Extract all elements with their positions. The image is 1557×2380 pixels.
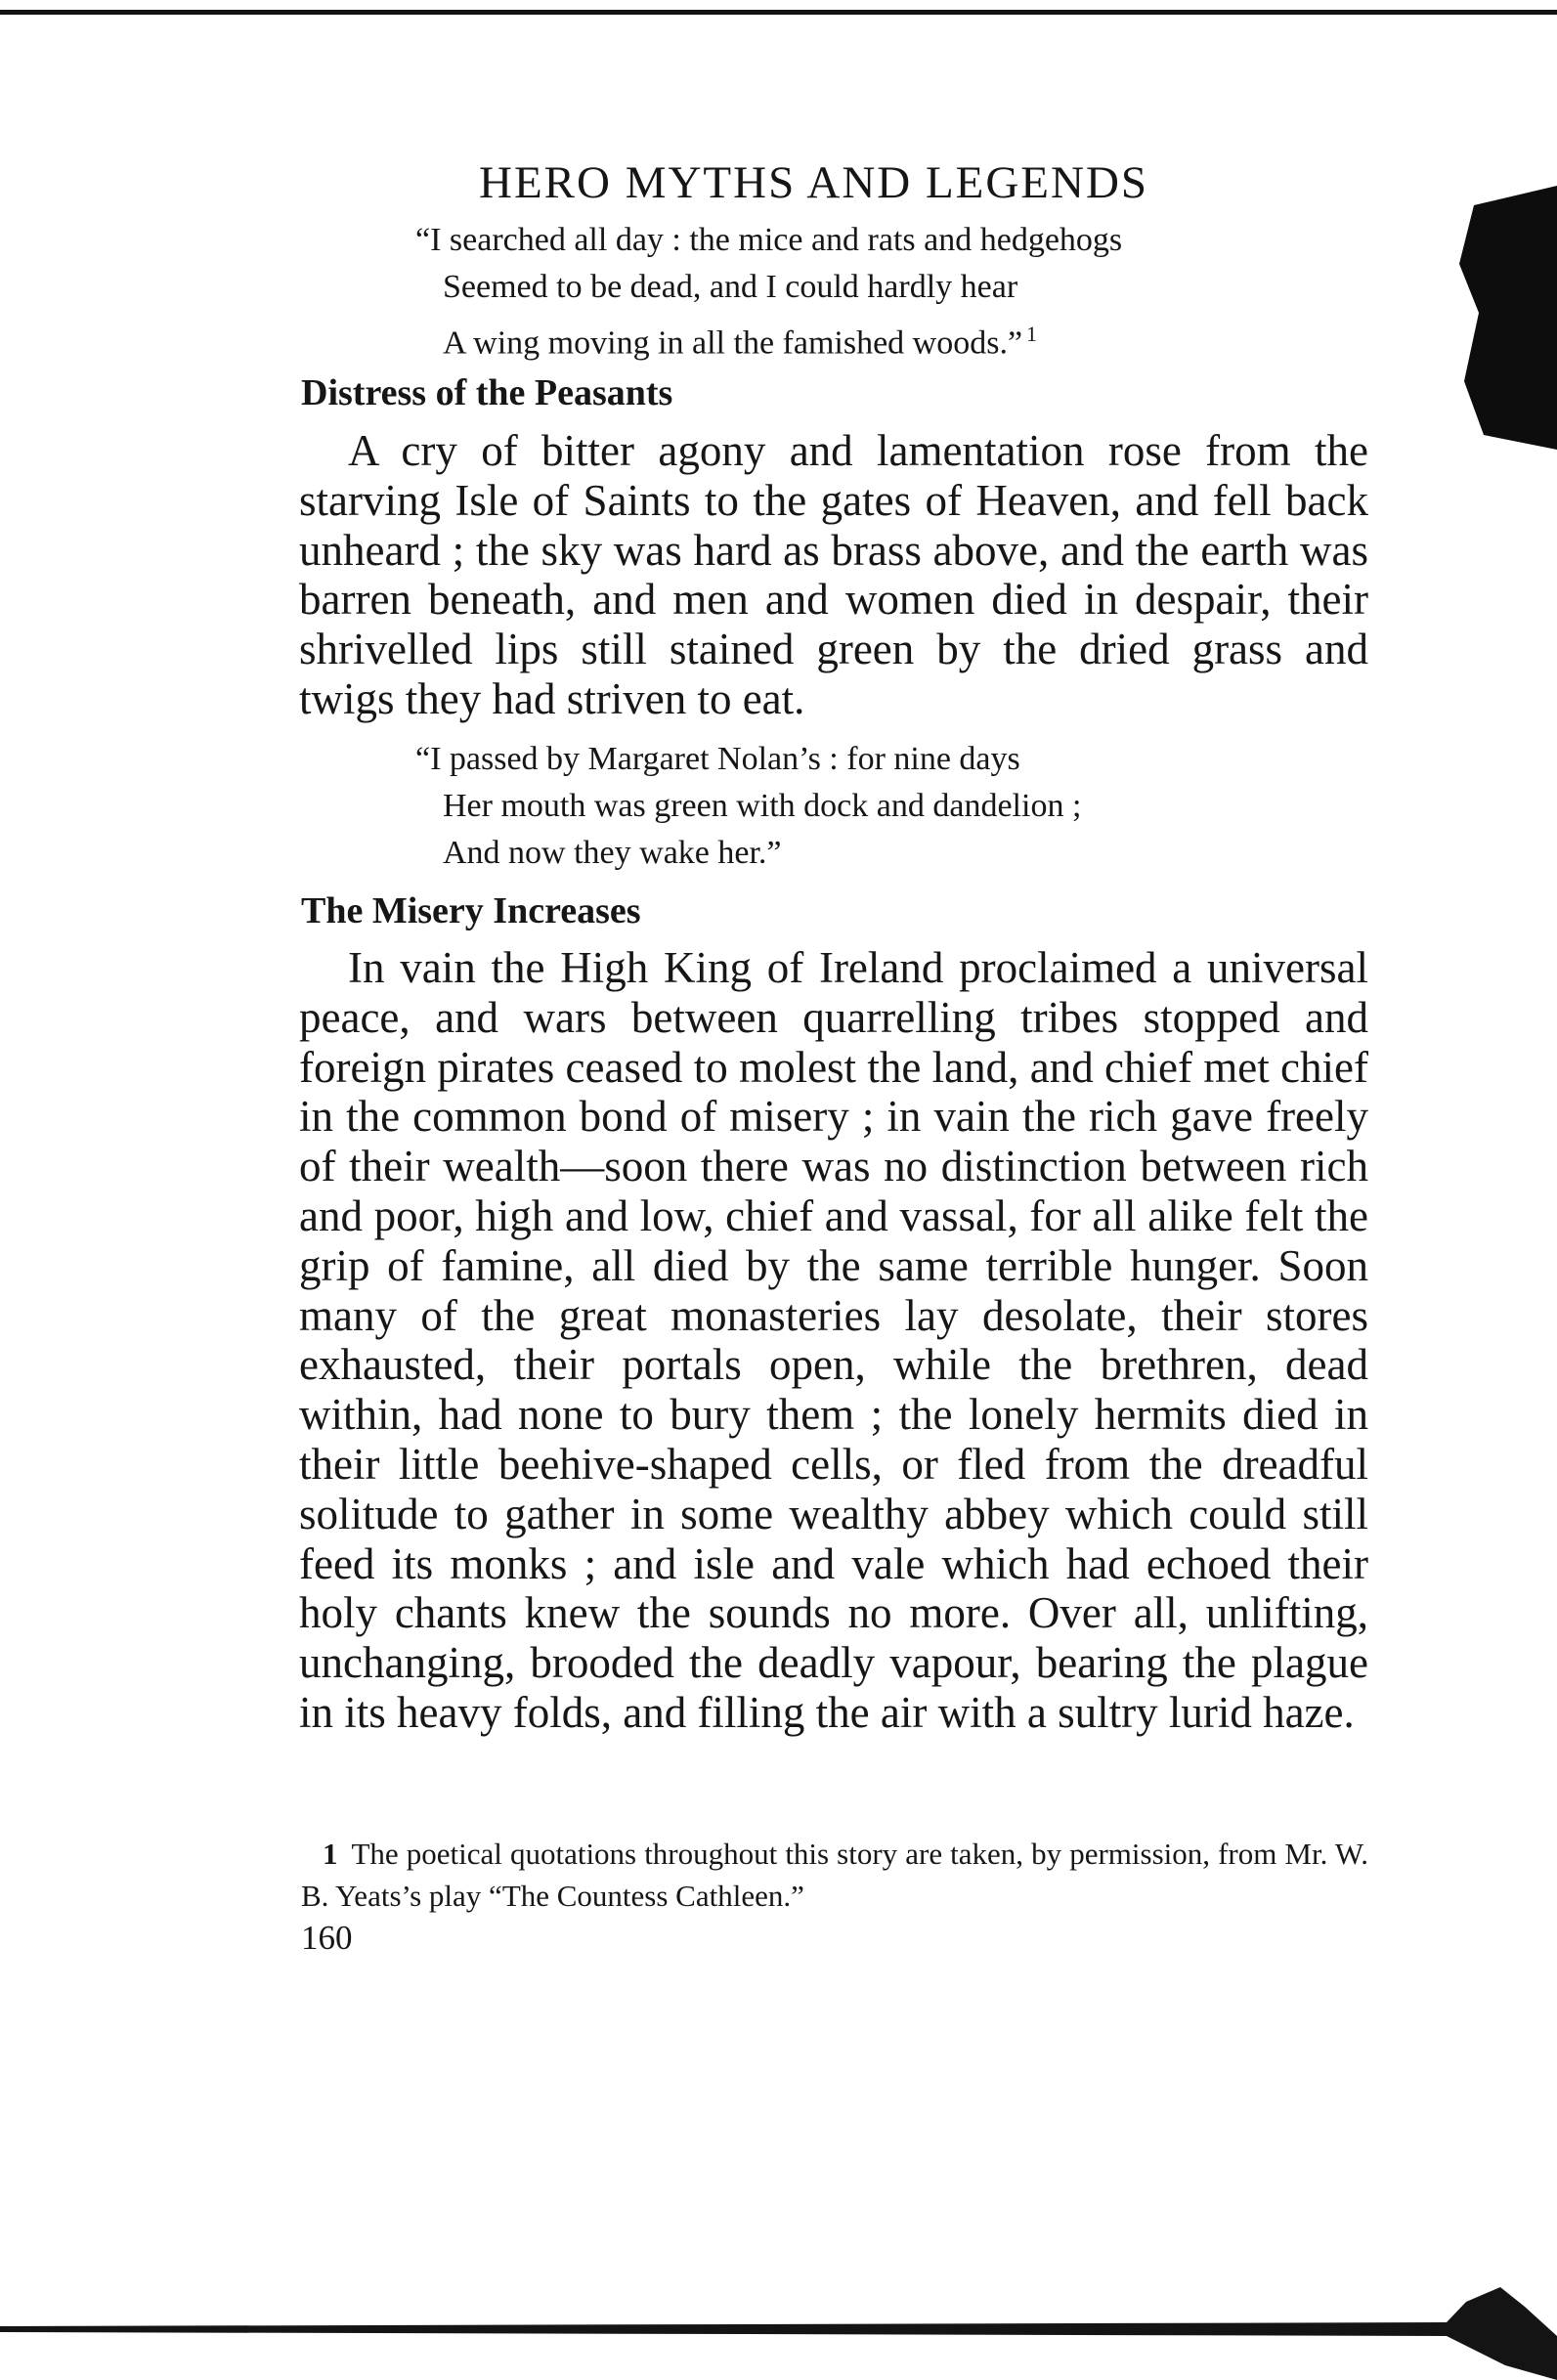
paragraph-text: A cry of bitter agony and lamentation rose from the starving Isle of Saints to the gates of Heaven, and fell back unheard ; the sky was hard as brass above, and the earth was barren beneath, and men and women died in despair, their shrivelled lips still stained green by the dried grass and twigs they had striven to eat. (299, 426, 1368, 723)
body-paragraph (299, 943, 1368, 1738)
verse-quote-2 (415, 736, 1081, 877)
page-number: 160 (301, 1919, 353, 1957)
verse-line: Her mouth was green with dock and dandelion ; (443, 788, 1082, 824)
body-paragraph (299, 426, 1368, 724)
footnote-reference: 1 (1026, 322, 1038, 346)
footnote (301, 1833, 1368, 1917)
top-border-rule (0, 8, 1557, 22)
verse-line: “I searched all day : the mice and rats and hedgehogs (415, 222, 1123, 258)
bottom-border-rule (0, 2248, 1557, 2380)
verse-line: And now they wake her.” (443, 835, 782, 871)
section-heading: The Misery Increases (301, 890, 641, 931)
section-heading: Distress of the Peasants (301, 372, 673, 413)
verse-line: Seemed to be dead, and I could hardly hear (443, 269, 1018, 305)
verse-quote-1 (415, 217, 1122, 367)
verse-line: “I passed by Margaret Nolan’s : for nine days (415, 741, 1020, 777)
paragraph-text: In vain the High King of Ireland proclaimed a universal peace, and wars between quarrelling tribes stopped and foreign pirates ceased to molest the land, and chief met chief in the common bond of misery ; in vain the rich gave freely of their wealth—soon there was no distinction between rich and poor, high and low, chief and vassal, for all alike felt the grip of famine, all died by the same terrible hunger. Soon many of the great monasteries lay desolate, their stores exhausted, their portals open, while the brethren, dead within, had none to bury them ; the lonely hermits died in their little beehive-shaped cells, or fled from the dreadful solitude to gather in some wealthy abbey which could still feed its monks ; and isle and vale which had echoed their holy chants knew the sounds no more. Over all, unlifting, unchanging, brooded the deadly vapour, bearing the plague in its heavy folds, and filling the air with a sultry lurid haze. (299, 943, 1368, 1737)
running-head: HERO MYTHS AND LEGENDS (479, 157, 1149, 208)
verse-line: A wing moving in all the famished woods.” (443, 325, 1023, 362)
footnote-marker: 1 (323, 1837, 338, 1871)
page-edge-shadow (1445, 186, 1557, 450)
footnote-text: The poetical quotations throughout this story are taken, by permission, from Mr. W. B. Yeats’s play “The Countess Cathleen.” (301, 1837, 1368, 1913)
